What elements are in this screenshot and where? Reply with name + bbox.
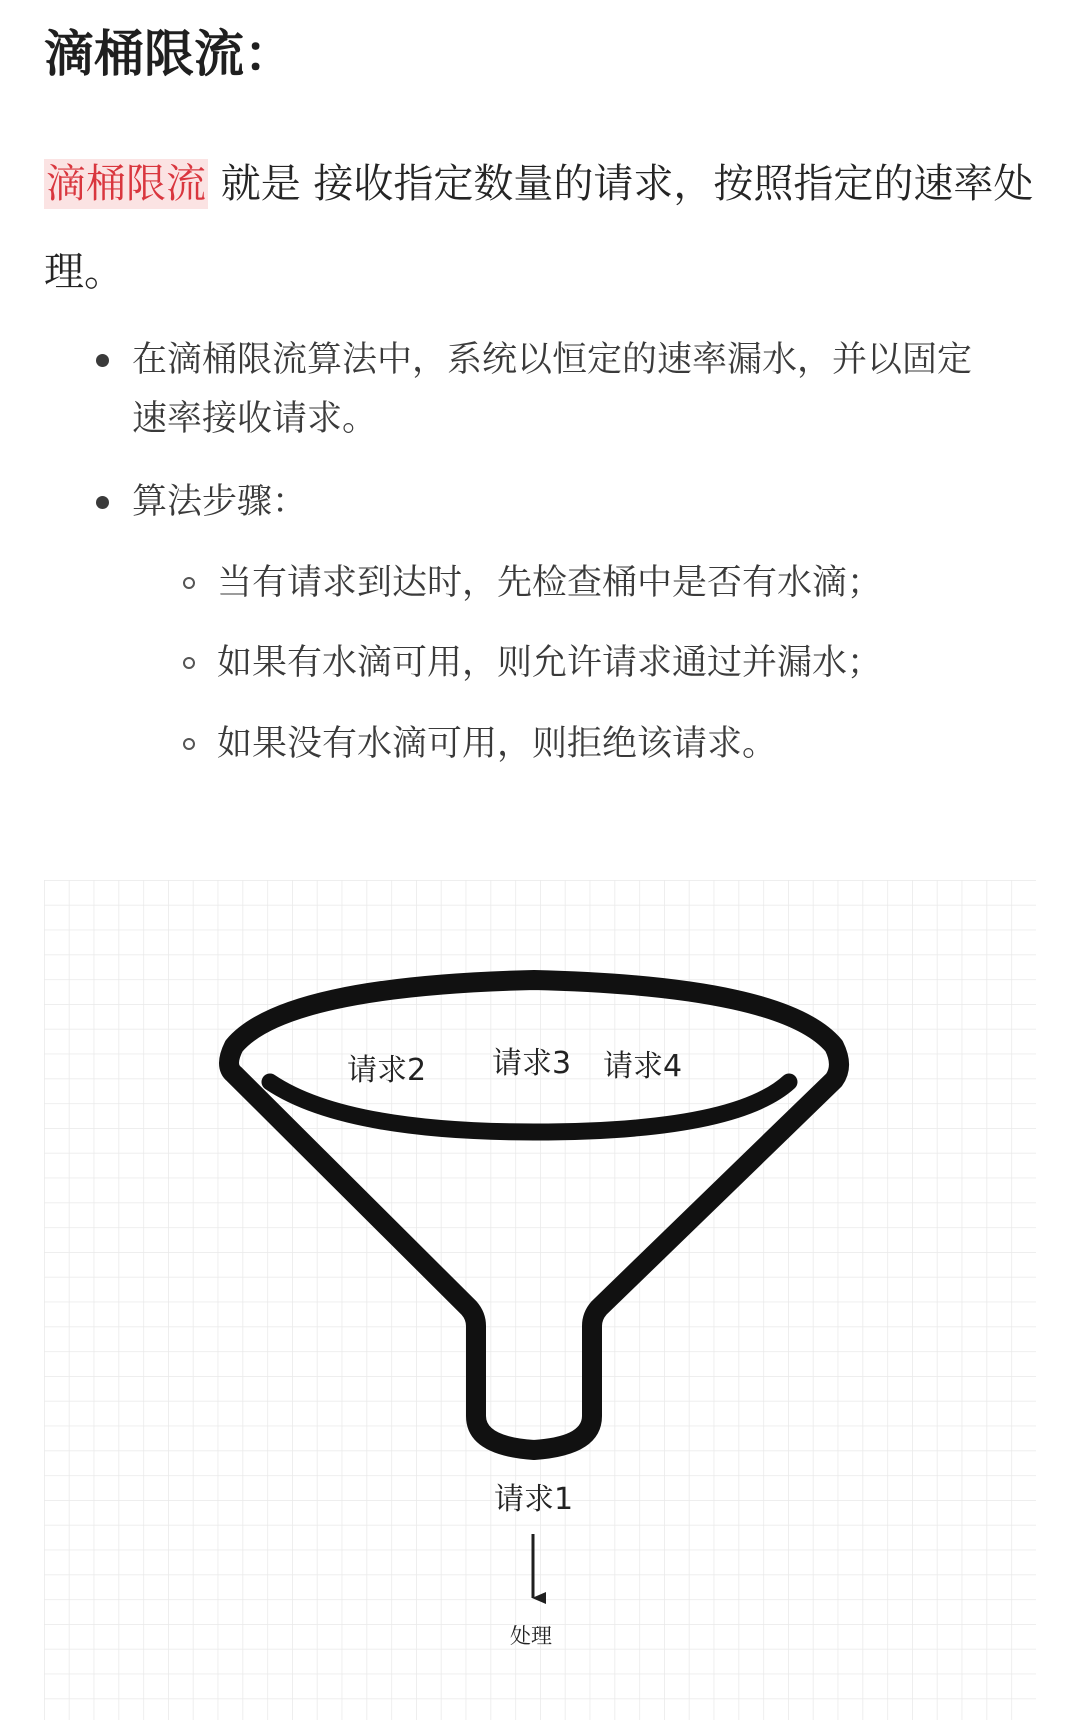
- sub-bullet-circle: [183, 738, 195, 750]
- bullet-dot: [96, 496, 109, 509]
- label-request-4: 请求4: [603, 1049, 683, 1084]
- sub-bullet-circle: [183, 577, 195, 589]
- bullet-item-2: 算法步骤：: [132, 482, 308, 522]
- sub-item-2: 如果有水滴可用，则允许请求通过并漏水；: [217, 643, 883, 683]
- funnel-diagram-svg: [44, 880, 1036, 1720]
- label-request-1: 请求1: [494, 1482, 574, 1517]
- highlighted-term: 滴桶限流: [46, 161, 206, 207]
- label-request-2: 请求2: [347, 1053, 427, 1088]
- sub-bullet-circle: [183, 657, 195, 669]
- bullet-item-1-line-1: 在滴桶限流算法中，系统以恒定的速率漏水，并以固定: [132, 340, 973, 380]
- label-process: 处理: [510, 1624, 552, 1648]
- intro-paragraph: [44, 140, 1034, 316]
- bullet-dot: [96, 354, 109, 367]
- bullet-item-1-line-2: 速率接收请求。: [132, 399, 378, 439]
- grid-background: [44, 880, 1036, 1720]
- funnel-diagram: [44, 880, 1036, 1720]
- sub-item-3: 如果没有水滴可用，则拒绝该请求。: [217, 724, 778, 764]
- label-request-3: 请求3: [492, 1046, 572, 1081]
- sub-item-1: 当有请求到达时，先检查桶中是否有水滴；: [217, 563, 883, 603]
- section-heading: 滴桶限流：: [44, 25, 294, 83]
- intro-text: 就是 接收指定数量的请求，按照指定的速率处理。: [44, 161, 1034, 295]
